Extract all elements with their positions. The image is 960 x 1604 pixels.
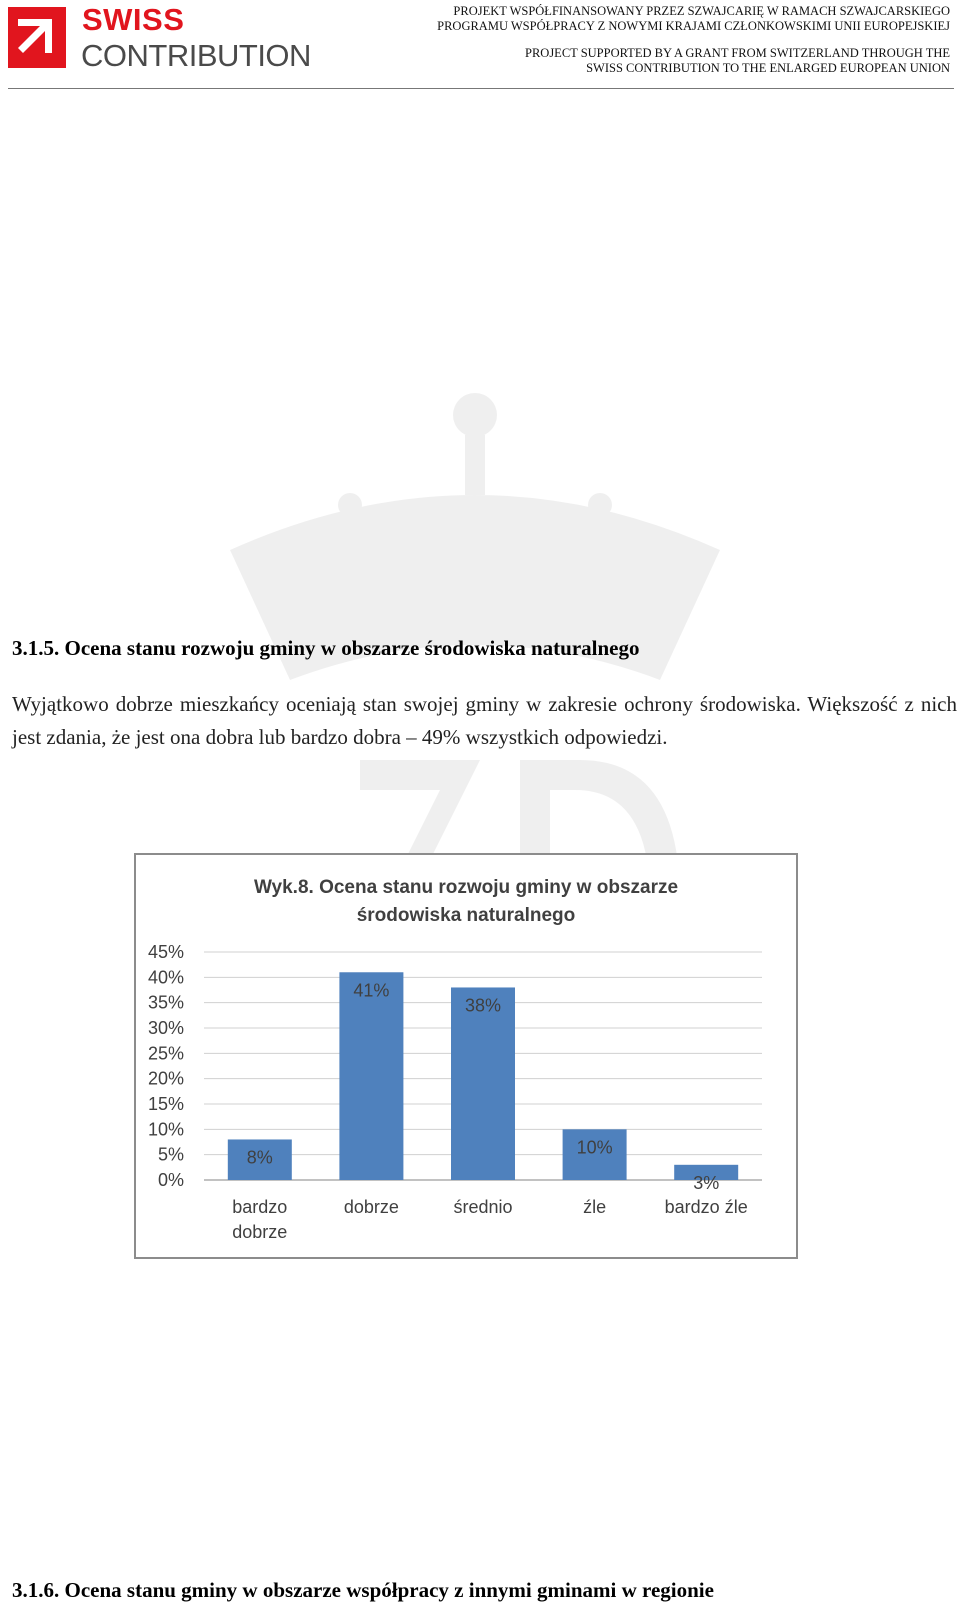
y-tick-label: 35% [147,992,184,1013]
bar-data-label: 3% [693,1172,720,1193]
x-category-label: dobrze [232,1222,288,1242]
x-category-label: źle [583,1197,607,1217]
section-heading: 3.1.5. Ocena stanu rozwoju gminy w obszarze środowiska naturalnego [12,636,640,660]
section-paragraph: Wyjątkowo dobrze mieszkańcy oceniają stan swojej gminy w zakresie ochrony środowiska. Większość z nich jest zdania, że jest ona dobra lub bardzo dobra – 49% wszystkich odpowiedzi. [12,692,957,749]
header-en-line-1: PROJECT SUPPORTED BY A GRANT FROM SWITZERLAND THROUGH THE [525,46,950,60]
header-en-line-2: SWISS CONTRIBUTION TO THE ENLARGED EUROPEAN UNION [586,61,950,75]
y-tick-label: 30% [147,1018,184,1038]
bar [451,987,515,1180]
x-category-label: dobrze [343,1197,399,1217]
y-tick-label: 20% [147,1068,184,1089]
logo-arrow-icon [8,7,66,68]
bar-data-label: 38% [464,995,502,1016]
chart-title-line: Wyk.8. Ocena stanu rozwoju gminy w obszarze [253,877,679,898]
bar-data-label: 8% [246,1147,273,1168]
y-tick-label: 15% [147,1094,184,1114]
header-english-notice [525,46,950,76]
header-divider [8,88,954,89]
next-section-heading: 3.1.6. Ocena stanu gminy w obszarze współpracy z innymi gminami w regionie [12,1578,714,1602]
bar-chart [134,853,798,1259]
x-category-label: bardzo źle [664,1197,748,1217]
y-tick-label: 25% [147,1043,184,1064]
y-tick-label: 0% [157,1170,184,1190]
y-tick-label: 10% [147,1119,184,1140]
bar-data-label: 10% [576,1137,613,1158]
header-pl-line-1: PROJEKT WSPÓŁFINANSOWANY PRZEZ SZWAJCARIĘ W RAMACH SZWAJCARSKIEGO [453,4,950,18]
y-tick-label: 5% [157,1144,184,1165]
swiss-contribution-logo [8,7,66,68]
header-pl-line-2: PROGRAMU WSPÓŁPRACY Z NOWYMI KRAJAMI CZŁONKOWSKIMI UNII EUROPEJSKIEJ [437,19,950,33]
y-tick-label: 40% [147,967,184,988]
y-tick-label: 45% [147,942,184,962]
logo-text-contribution: CONTRIBUTION [81,38,311,73]
bar [339,972,403,1180]
chart-title-line: środowiska naturalnego [356,905,576,926]
header-polish-notice [437,4,950,34]
chart-canvas [136,855,796,1257]
bar-data-label: 41% [353,980,390,1001]
logo-text-swiss: SWISS [82,2,185,37]
x-category-label: bardzo [232,1197,288,1217]
x-category-label: średnio [453,1197,513,1217]
